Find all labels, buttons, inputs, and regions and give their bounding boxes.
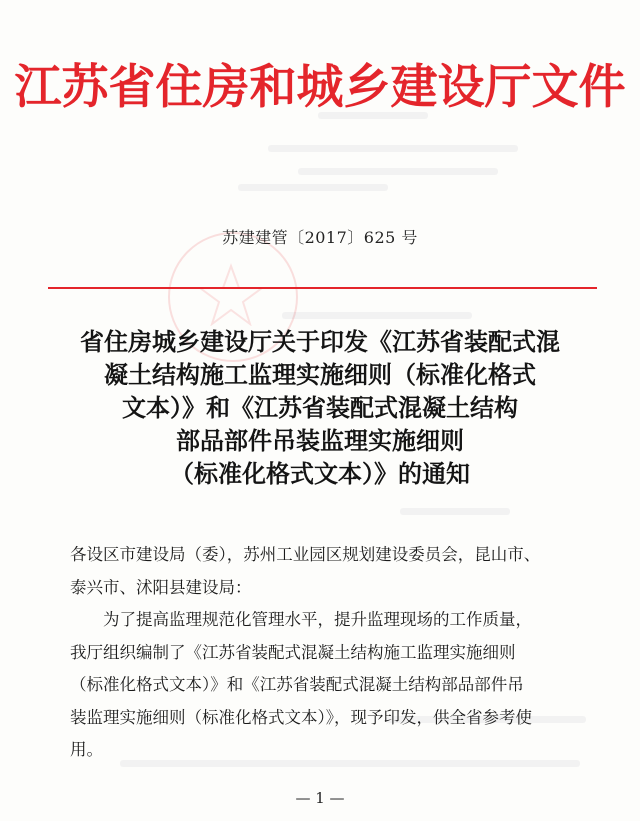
show-through-mark	[400, 508, 510, 515]
show-through-mark	[268, 145, 518, 152]
body-paragraph-line: 装监理实施细则（标准化格式文本）》，现予印发，供全省参考使	[70, 707, 532, 727]
seal-star-icon	[196, 262, 266, 326]
show-through-mark	[282, 312, 472, 319]
page-number: — 1 —	[295, 789, 345, 807]
recipients-line: 各设区市建设局（委），苏州工业园区规划建设委员会，昆山市、	[70, 545, 541, 564]
body-paragraph-line: 我厅组织编制了《江苏省装配式混凝土结构施工监理实施细则	[70, 642, 516, 662]
notice-title-line: 凝土结构施工监理实施细则（标准化格式	[104, 360, 536, 389]
notice-title	[40, 325, 600, 490]
notice-body	[70, 539, 590, 767]
notice-title-line: 部品部件吊装监理实施细则	[176, 426, 464, 455]
show-through-mark	[238, 184, 388, 191]
document-number: 苏建建管〔2017〕625 号	[222, 228, 418, 247]
recipients-line: 泰兴市、沭阳县建设局：	[70, 577, 252, 597]
show-through-mark	[298, 168, 498, 175]
body-paragraph-line: 用。	[70, 740, 103, 759]
body-paragraph-line: 为了提高监理规范化管理水平，提升监理现场的工作质量，	[103, 610, 532, 629]
notice-title-line: （标准化格式文本）》的通知	[170, 459, 470, 488]
red-divider-rule	[48, 287, 597, 289]
body-paragraph-line: （标准化格式文本）》和《江苏省装配式混凝土结构部品部件吊	[70, 675, 524, 694]
notice-title-line: 文本）》和《江苏省装配式混凝土结构	[122, 393, 518, 422]
issuer-header-title: 江苏省住房和城乡建设厅文件	[14, 60, 626, 115]
notice-title-line: 省住房城乡建设厅关于印发《江苏省装配式混	[80, 327, 560, 356]
